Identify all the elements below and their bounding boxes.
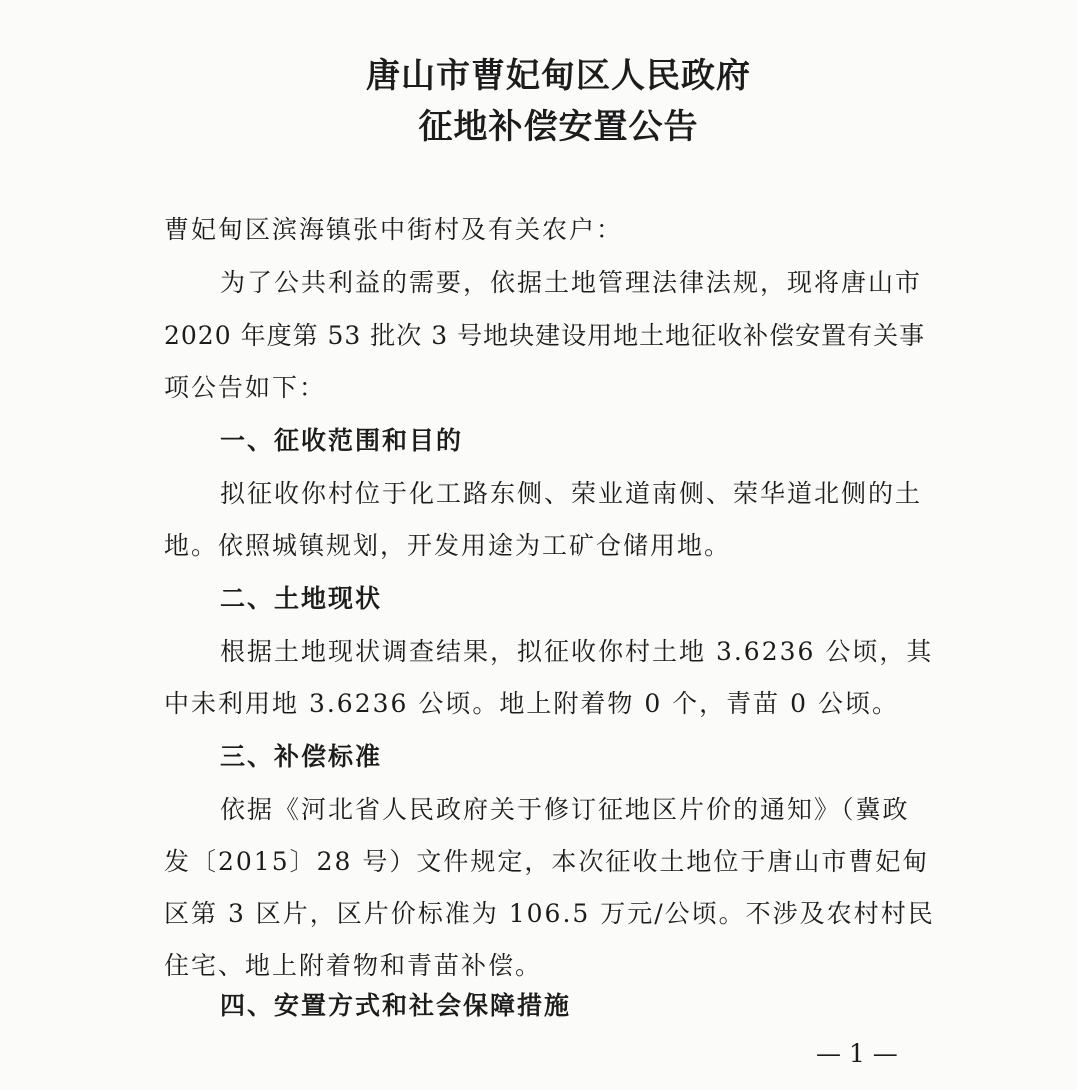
- intro-line-2: 2020 年度第 53 批次 3 号地块建设用地土地征收补偿安置有关事: [164, 321, 926, 350]
- section-3-heading: 三、补偿标准: [220, 742, 383, 771]
- document-title-line-1: 唐山市曹妃甸区人民政府: [366, 56, 751, 96]
- section-3-line-3: 区第 3 区片，区片价标准为 106.5 万元/公顷。不涉及农村村民: [164, 899, 935, 928]
- page-number: — 1 —: [816, 1039, 898, 1068]
- section-3-line-4: 住宅、地上附着物和青苗补偿。: [164, 951, 543, 980]
- section-1-line-2: 地。依照城镇规划，开发用途为工矿仓储用地。: [164, 531, 732, 560]
- intro-line-3: 项公告如下：: [164, 373, 327, 402]
- section-2-line-1: 根据土地现状调查结果，拟征收你村土地 3.6236 公顷，其: [220, 637, 934, 666]
- document-title-line-2: 征地补偿安置公告: [418, 107, 699, 147]
- section-2-line-2: 中未利用地 3.6236 公顷。地上附着物 0 个，青苗 0 公顷。: [164, 689, 899, 718]
- salutation: 曹妃甸区滨海镇张中街村及有关农户：: [164, 215, 624, 244]
- intro-line-1: 为了公共利益的需要，依据土地管理法律法规，现将唐山市: [220, 268, 923, 297]
- section-2-heading: 二、土地现状: [220, 584, 383, 613]
- section-3-line-1: 依据《河北省人民政府关于修订征地区片价的通知》（冀政: [220, 795, 910, 824]
- section-1-line-1: 拟征收你村位于化工路东侧、荣业道南侧、荣华道北侧的土: [220, 479, 923, 508]
- section-4-heading: 四、安置方式和社会保障措施: [220, 991, 572, 1020]
- section-1-heading: 一、征收范围和目的: [220, 426, 464, 455]
- section-3-line-2: 发〔2015〕28 号）文件规定，本次征收土地位于唐山市曹妃甸: [164, 847, 930, 876]
